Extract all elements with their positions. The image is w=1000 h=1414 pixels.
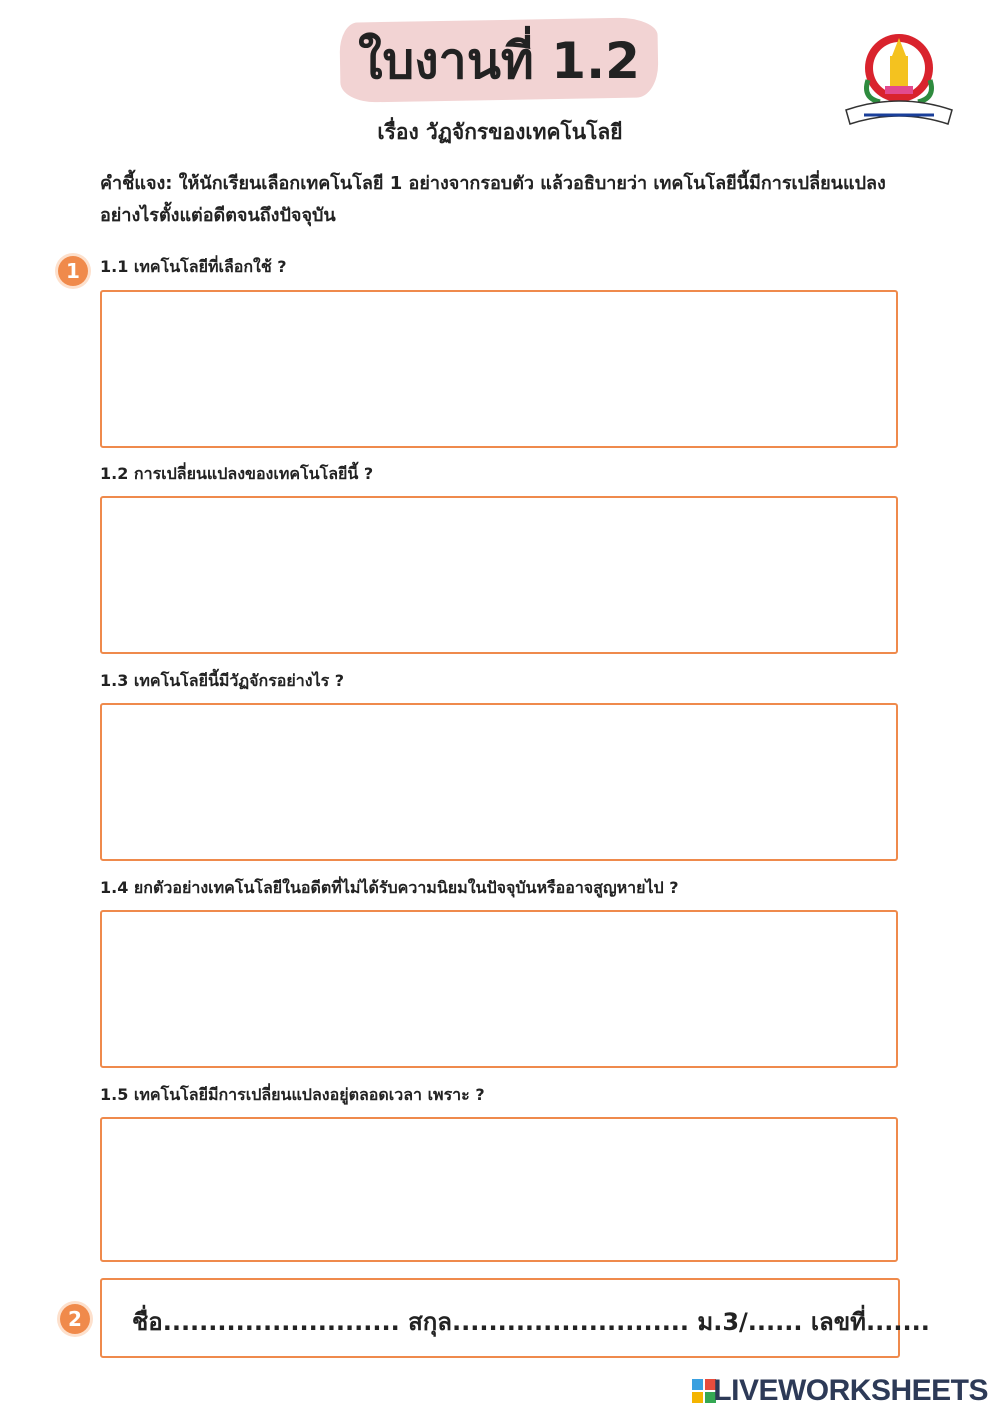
- answer-box-1-4[interactable]: [100, 910, 898, 1068]
- school-logo-icon: [840, 28, 958, 132]
- question-label-1-2: 1.2 การเปลี่ยนแปลงของเทคโนโลยีนี้ ?: [100, 464, 374, 483]
- answer-box-1-2[interactable]: [100, 496, 898, 654]
- answer-box-1-1[interactable]: [100, 290, 898, 448]
- section-badge-2: 2: [60, 1304, 90, 1334]
- question-label-1-5: 1.5 เทคโนโลยีมีการเปลี่ยนแปลงอยู่ตลอดเวลา เพราะ ?: [100, 1085, 485, 1104]
- page-subtitle: เรื่อง วัฏจักรของเทคโนโลยี: [377, 120, 623, 144]
- watermark-text: LIVEWORKSHEETS: [713, 1374, 988, 1407]
- section-badge-1: 1: [58, 256, 88, 286]
- question-label-1-4: 1.4 ยกตัวอย่างเทคโนโลยีในอดีตที่ไม่ได้รับความนิยมในปัจจุบันหรืออาจสูญหายไป ?: [100, 878, 679, 897]
- answer-box-1-3[interactable]: [100, 703, 898, 861]
- question-label-1-1: 1.1 เทคโนโลยีที่เลือกใช้ ?: [100, 257, 287, 276]
- answer-box-1-5[interactable]: [100, 1117, 898, 1262]
- question-label-1-3: 1.3 เทคโนโลยีนี้มีวัฏจักรอย่างไร ?: [100, 671, 345, 690]
- instruction-text: คำชี้แจง: ให้นักเรียนเลือกเทคโนโลยี 1 อย่างจากรอบตัว แล้วอธิบายว่า เทคโนโลยีนี้มีการเปลี่ยนแปลงอย่างไรตั้งแต่อดีตจนถึงปัจจุบัน: [100, 173, 886, 226]
- page-title: ใบงานที่ 1.2: [358, 32, 640, 90]
- student-info-box[interactable]: [100, 1278, 930, 1358]
- student-info-text: ชื่อ.......................... สกุล.......................... ม.3/...... เลขที่.......: [132, 1308, 930, 1336]
